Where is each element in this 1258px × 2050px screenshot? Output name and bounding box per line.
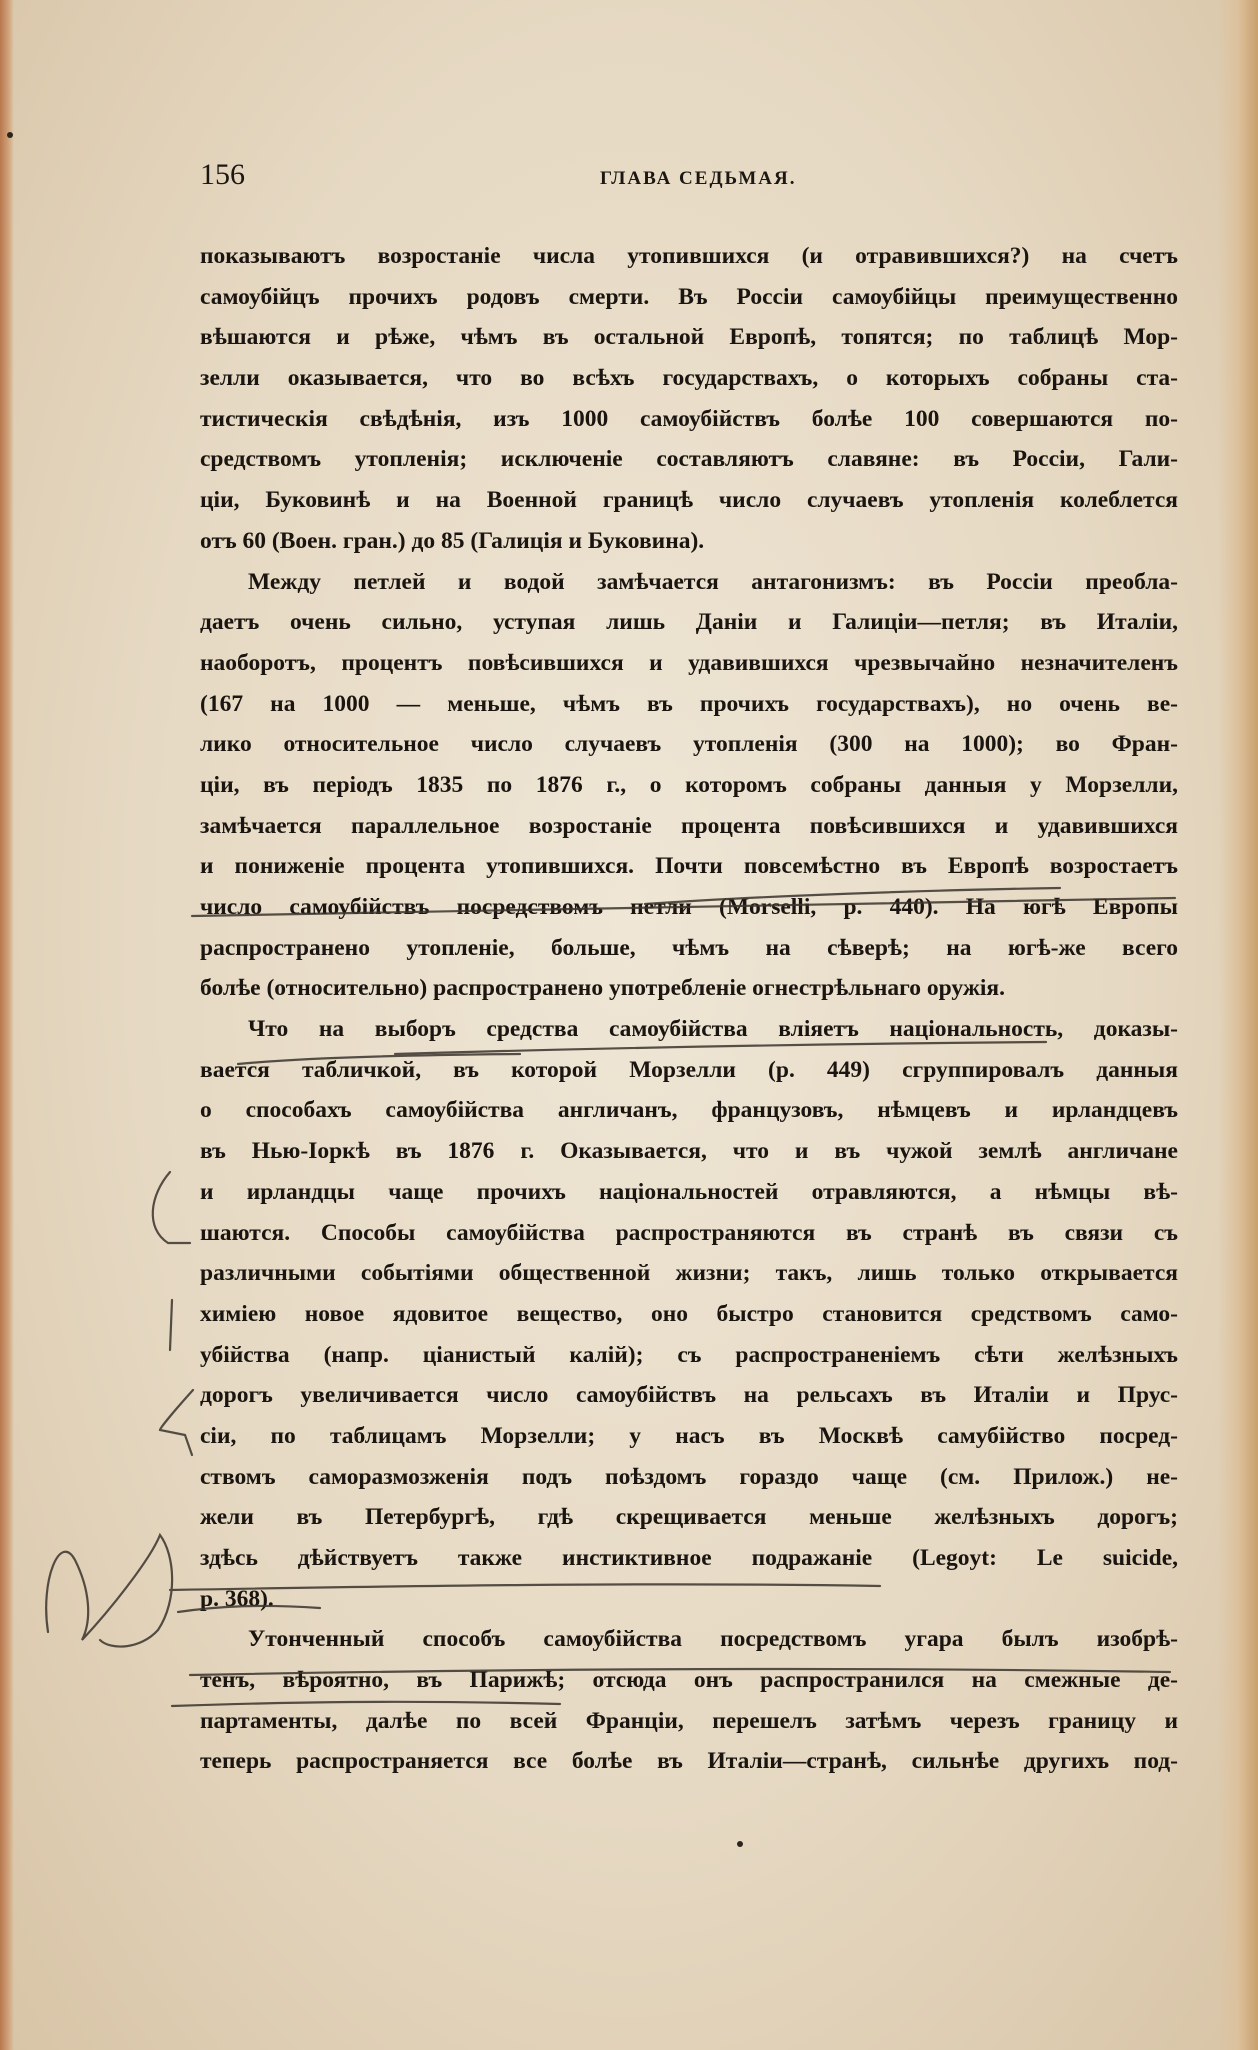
page-number: 156 xyxy=(200,158,245,191)
page-dot-mark xyxy=(737,1841,743,1847)
text-line: ствомъ саморазмозженія подъ поѣздомъ гораздо чаще (см. Прилож.) не- xyxy=(200,1463,1178,1490)
text-line: самоубійцъ прочихъ родовъ смерти. Въ Россіи самоубійцы преимущественно xyxy=(200,283,1178,310)
underline-mark xyxy=(170,1584,880,1590)
text-line: Утонченный способъ самоубійства посредствомъ угара былъ изобрѣ- xyxy=(248,1626,1178,1653)
text-line: здѣсь дѣйствуетъ также инстиктивное подражаніе (Legoyt: Le suicide, xyxy=(200,1545,1178,1571)
text-line: убійства (напр. ціанистый калій); съ распространеніемъ сѣти желѣзныхъ xyxy=(200,1341,1178,1368)
margin-vertical-mark xyxy=(170,1300,172,1350)
text-line: болѣе (относительно) распространено употребленіе огнестрѣльнаго оружія. xyxy=(200,975,1005,1002)
text-line: показываютъ возростаніе числа утопившихся (и отравившихся?) на счетъ xyxy=(200,243,1178,269)
underline-mark xyxy=(190,1669,1170,1675)
page-dot-mark xyxy=(7,132,13,138)
text-line: ціи, въ періодъ 1835 по 1876 г., о которомъ собраны данныя у Морзелли, xyxy=(200,771,1178,798)
text-line: Что на выборъ средства самоубійства вліяетъ національность, доказы- xyxy=(248,1016,1178,1043)
text-line: замѣчается параллельное возростаніе процента повѣсившихся и удавившихся xyxy=(200,812,1178,839)
text-line: тенъ, вѣроятно, въ Парижѣ; отсюда онъ распространился на смежные де- xyxy=(200,1667,1178,1694)
text-line: зелли оказывается, что во всѣхъ государствахъ, о которыхъ собраны ста- xyxy=(200,365,1178,392)
text-line: распространено утопленіе, больше, чѣмъ на сѣверѣ; на югѣ-же всего xyxy=(200,934,1178,961)
text-line: дорогъ увеличивается число самоубійствъ на рельсахъ въ Италіи и Прус- xyxy=(200,1382,1178,1409)
text-line: число самоубійствъ посредствомъ петли (Morselli, p. 440). На югѣ Европы xyxy=(200,894,1178,920)
margin-hook-mark xyxy=(160,1390,193,1455)
text-line: наоборотъ, процентъ повѣсившихся и удавившихся чрезвычайно незначителенъ xyxy=(200,649,1178,676)
text-line: вается табличкой, въ которой Морзелли (p. 449) сгруппировалъ данныя xyxy=(200,1056,1178,1083)
text-line: Между петлей и водой замѣчается антагонизмъ: въ Россіи преобла- xyxy=(248,568,1178,595)
margin-scribble-mark xyxy=(46,1535,172,1647)
text-line: теперь распространяется все болѣе въ Италіи—странѣ, сильнѣе другихъ под- xyxy=(200,1748,1178,1775)
text-line: и пониженіе процента утопившихся. Почти повсемѣстно въ Европѣ возростаетъ xyxy=(200,853,1178,880)
text-line: и ирландцы чаще прочихъ національностей отравляются, а нѣмцы вѣ- xyxy=(200,1178,1178,1205)
running-title: ГЛАВА СЕДЬМАЯ. xyxy=(600,168,797,189)
text-line: отъ 60 (Воен. гран.) до 85 (Галиція и Буковина). xyxy=(200,527,705,554)
text-line: партаменты, далѣе по всей Франціи, перешелъ затѣмъ черезъ границу и xyxy=(200,1707,1178,1734)
text-line: средствомъ утопленія; исключеніе составляютъ славяне: въ Россіи, Гали- xyxy=(200,446,1178,473)
text-line: даетъ очень сильно, уступая лишь Даніи и Галиціи—петля; въ Италіи, xyxy=(200,609,1178,636)
text-line: тистическія свѣдѣнія, изъ 1000 самоубійствъ болѣе 100 совершаются по- xyxy=(200,405,1178,432)
text-line: химіею новое ядовитое вещество, оно быстро становится средствомъ само- xyxy=(200,1300,1178,1327)
underline-mark xyxy=(172,1702,560,1706)
text-line: p. 368). xyxy=(200,1585,274,1612)
text-line: о способахъ самоубійства англичанъ, французовъ, нѣмцевъ и ирландцевъ xyxy=(200,1097,1178,1124)
text-line: жели въ Петербургѣ, гдѣ скрещивается меньше желѣзныхъ дорогъ; xyxy=(200,1504,1178,1531)
text-line: различными событіями общественной жизни; такъ, лишь только открывается xyxy=(200,1260,1178,1287)
text-line: сіи, по таблицамъ Морзелли; у насъ въ Москвѣ самубійство посред- xyxy=(200,1422,1178,1449)
text-line: вѣшаются и рѣже, чѣмъ въ остальной Европѣ, топятся; по таблицѣ Мор- xyxy=(200,324,1178,351)
underline-mark xyxy=(395,1042,1046,1054)
text-line: лико относительное число случаевъ утопленія (300 на 1000); во Фран- xyxy=(200,731,1178,758)
underline-mark xyxy=(238,1054,520,1064)
text-line: ціи, Буковинѣ и на Военной границѣ число случаевъ утопленія колеблется xyxy=(200,487,1178,514)
margin-bracket-mark xyxy=(153,1172,190,1243)
text-line: въ Нью-Іоркѣ въ 1876 г. Оказывается, что и въ чужой землѣ англичане xyxy=(200,1138,1178,1165)
text-line: (167 на 1000 — меньше, чѣмъ въ прочихъ государствахъ), но очень ве- xyxy=(200,690,1178,717)
underline-mark xyxy=(178,1606,320,1612)
text-line: шаются. Способы самоубійства распространяются въ странѣ въ связи съ xyxy=(200,1219,1178,1246)
